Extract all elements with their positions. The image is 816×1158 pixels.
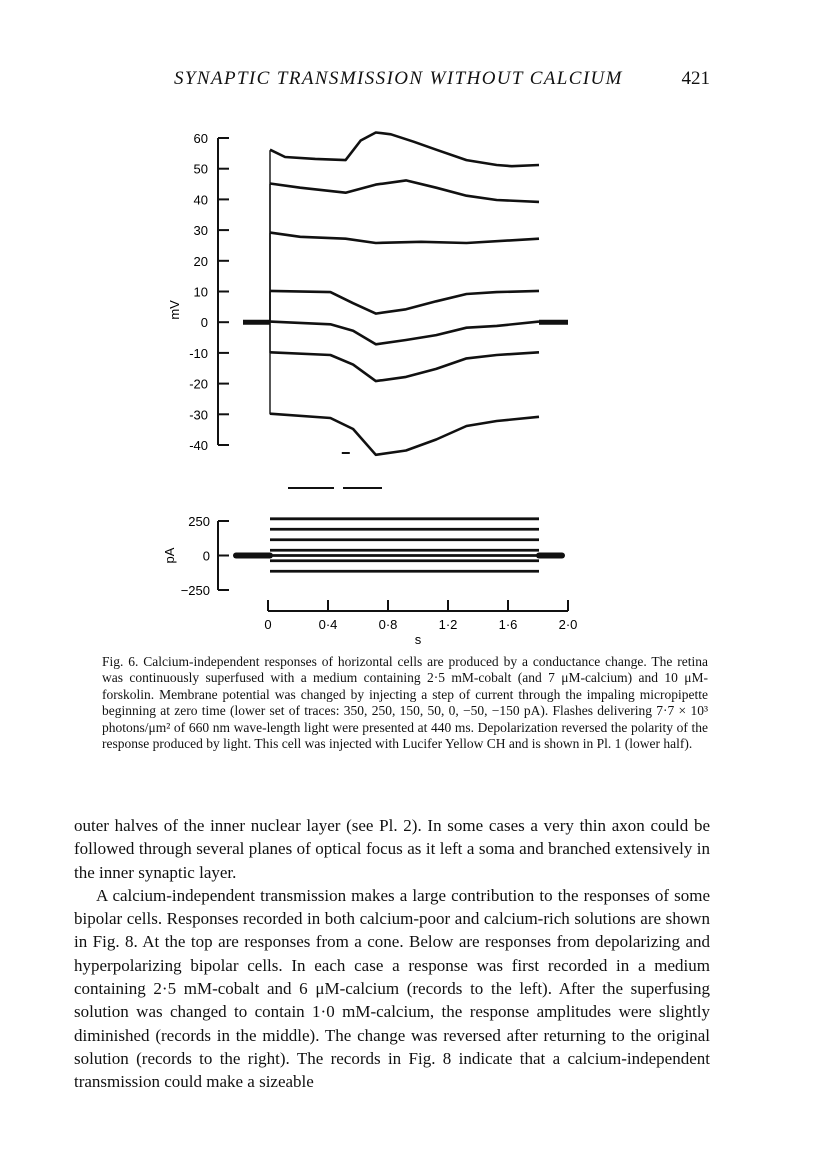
- y-tick-label: 10: [193, 284, 208, 300]
- x-tick-label: 0·4: [318, 617, 338, 632]
- caption-label: Fig. 6.: [102, 654, 139, 669]
- y-tick-label: 0: [202, 548, 210, 564]
- x-tick-label: 1·2: [438, 617, 458, 632]
- voltage-trace: [270, 133, 539, 167]
- voltage-trace: [270, 414, 539, 455]
- y-tick-label: 60: [193, 131, 208, 146]
- y-axis-label: mV: [167, 300, 182, 320]
- y-tick-label: -10: [189, 345, 208, 361]
- voltage-trace: [270, 352, 539, 381]
- x-tick-label: 1·6: [498, 617, 518, 632]
- paragraph: outer halves of the inner nuclear layer (see Pl. 2). In some cases a very thin axon could be followed through several planes of optical focus as it left a soma and branched extensively in the inner synaptic layer.: [74, 816, 710, 882]
- running-title: SYNAPTIC TRANSMISSION WITHOUT CALCIUM: [174, 68, 623, 89]
- y-tick-label: −250: [180, 583, 210, 598]
- x-axis-label: s: [414, 632, 422, 647]
- page-header: [74, 68, 710, 94]
- x-tick-label: 2·0: [558, 617, 578, 632]
- voltage-trace: [270, 233, 539, 243]
- figure-6: [150, 108, 620, 648]
- y-tick-label: 40: [193, 192, 208, 208]
- y-tick-label: -40: [189, 438, 208, 453]
- voltage-trace: [270, 180, 539, 202]
- y-tick-label: 30: [193, 223, 208, 239]
- voltage-trace: [270, 322, 539, 345]
- caption-text: Calcium-independent responses of horizontal cells are produced by a conductance change. The retina was continuously superfused with a medium containing 2·5 mM-cobalt (and 7 μM-calcium) and 10 μM-forskolin. Membrane potential was changed by injecting a step of current through the impaling micropipette beginning at zero time (lower set of traces: 350, 250, 150, 50, 0, −50, −150 pA). Flashes delivering 7·7 × 10³ photons/μm² of 660 nm wave-length light were presented at 440 ms. Depolarization reversed the polarity of the response produced by light. This cell was injected with Lucifer Yellow CH and is shown in Pl. 1 (lower half).: [102, 654, 708, 752]
- y-tick-label: 0: [200, 315, 208, 331]
- x-tick-label: 0·8: [378, 617, 398, 632]
- y-tick-label: -30: [189, 407, 208, 423]
- x-tick-label: 0: [264, 617, 272, 632]
- body-text: [74, 814, 710, 1094]
- current-panel: [162, 514, 577, 647]
- y-tick-label: -20: [189, 376, 208, 392]
- y-tick-label: 20: [193, 253, 208, 269]
- paragraph: A calcium-independent transmission makes a large contribution to the responses of some bipolar cells. Responses recorded in both calcium-poor and calcium-rich solutions are shown in Fig. 8. At the top are responses from a cone. Below are responses from depolarizing and hyperpolarizing bipolar cells. In each case a response was first recorded in a medium containing 2·5 mM-cobalt and 6 μM-calcium (records to the left). After the superfusing solution was changed to contain 1·0 mM-calcium, the response amplitudes were slightly diminished (records in the middle). The change was reversed after returning to the original solution (records to the right). The records in Fig. 8 indicate that a calcium-independent transmission could make a sizeable: [74, 885, 710, 1092]
- voltage-panel: [167, 131, 568, 488]
- y-tick-label: 250: [188, 514, 210, 529]
- figure-caption: [102, 654, 708, 752]
- y-axis-label: pA: [162, 547, 177, 564]
- page-number: 421: [681, 68, 710, 89]
- voltage-trace: [270, 291, 539, 314]
- y-tick-label: 50: [193, 161, 208, 177]
